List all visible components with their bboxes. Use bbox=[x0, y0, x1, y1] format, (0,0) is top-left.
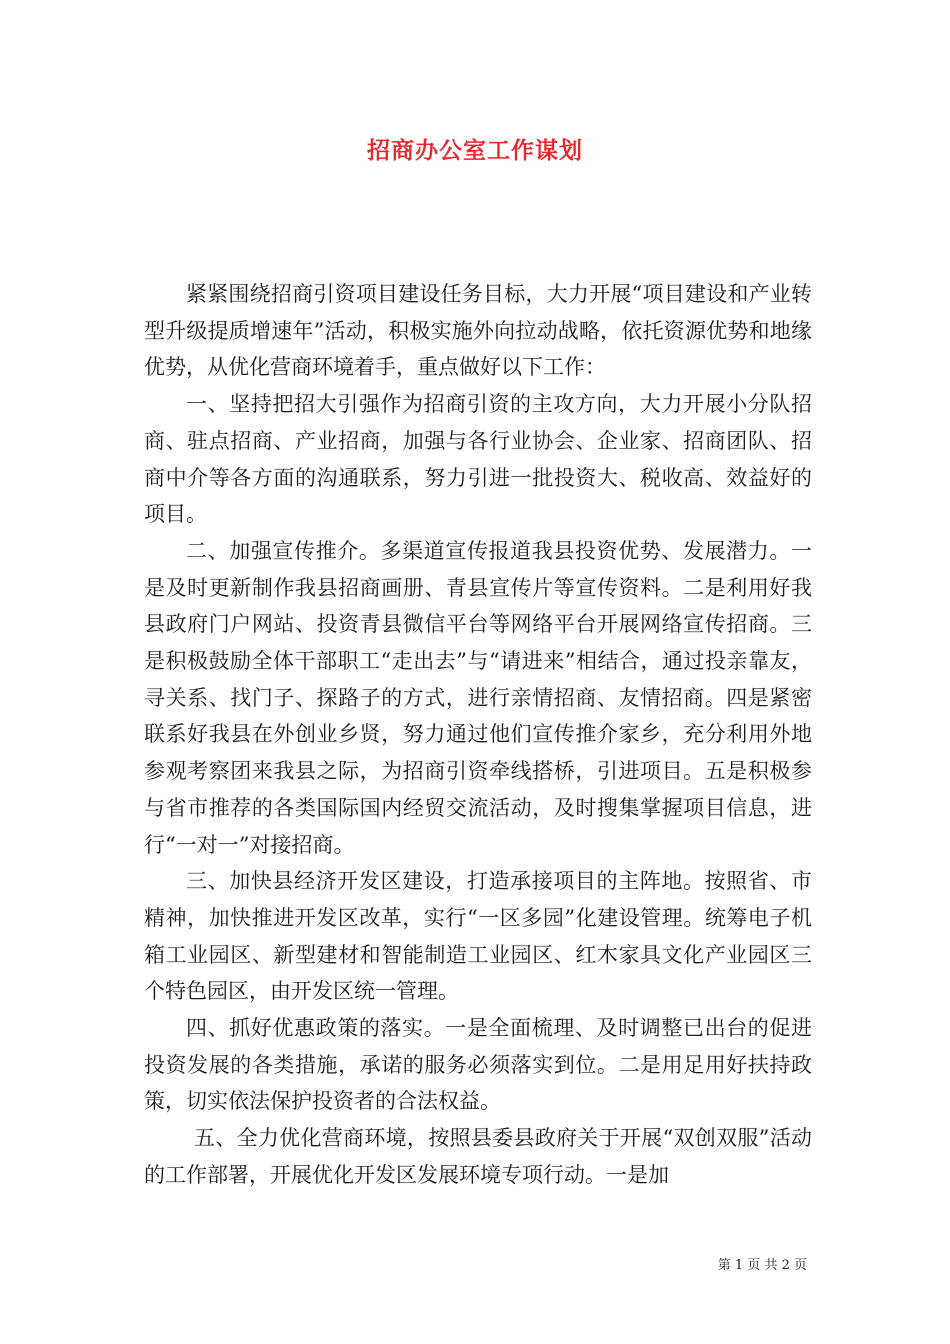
document-title: 招商办公室工作谋划 bbox=[367, 137, 583, 164]
page-number-footer: 第 1 页 共 2 页 bbox=[717, 1258, 807, 1273]
paragraph-section-2: 二、加强宣传推介。多渠道宣传报道我县投资优势、发展潜力。一是及时更新制作我县招商画册、青县宣传片等宣传资料。二是利用好我县政府门户网站、投资青县微信平台等网络平台开展网络宣传招商。三是积极鼓励全体干部职工“走出去”与“请进来”相结合，通过投亲靠友，寻关系、找门子、探路子的方式，进行亲情招商、友情招商。四是紧密联系好我县在外创业乡贤，努力通过他们宣传推介家乡，充分利用外地参观考察团来我县之际，为招商引资牵线搭桥，引进项目。五是积极参与省市推荐的各类国际国内经贸交流活动，及时搜集掌握项目信息，进行“一对一”对接招商。 bbox=[144, 538, 812, 857]
paragraph-intro: 紧紧围绕招商引资项目建设任务目标，大力开展“项目建设和产业转型升级提质增速年”活动，积极实施外向拉动战略，依托资源优势和地缘优势，从优化营商环境着手，重点做好以下工作： bbox=[144, 282, 812, 380]
paragraph-section-1: 一、坚持把招大引强作为招商引资的主攻方向，大力开展小分队招商、驻点招商、产业招商，加强与各行业协会、企业家、招商团队、招商中介等各方面的沟通联系，努力引进一批投资大、税收高、效益好的项目。 bbox=[144, 392, 812, 527]
paragraph-section-3: 三、加快县经济开发区建设，打造承接项目的主阵地。按照省、市精神，加快推进开发区改革，实行“一区多园”化建设管理。统筹电子机箱工业园区、新型建材和智能制造工业园区、红木家具文化产业园区三个特色园区，由开发区统一管理。 bbox=[144, 869, 812, 1004]
document-body bbox=[144, 276, 812, 1194]
paragraph-section-5: 五、全力优化营商环境，按照县委县政府关于开展“双创双服”活动的工作部署，开展优化开发区发展环境专项行动。一是加 bbox=[144, 1126, 812, 1187]
paragraph-section-4: 四、抓好优惠政策的落实。一是全面梳理、及时调整已出台的促进投资发展的各类措施，承诺的服务必须落实到位。二是用足用好扶持政策，切实依法保护投资者的合法权益。 bbox=[144, 1016, 812, 1114]
